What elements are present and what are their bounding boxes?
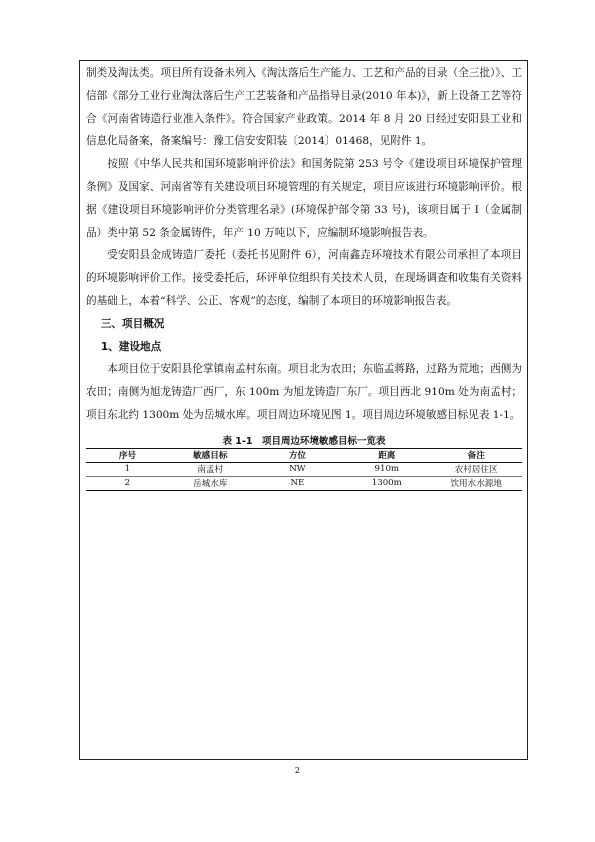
cell-direction: NW [252, 462, 344, 476]
cell-target: 岳城水库 [169, 476, 252, 490]
cell-remark: 农村居住区 [430, 462, 522, 476]
cell-target: 南孟村 [169, 462, 252, 476]
header-target: 敏感目标 [169, 448, 252, 462]
paragraph-policy: 制类及淘汰类。项目所有设备未列入《淘汰落后生产能力、工艺和产品的目录（全三批）》、工信部《部分工业行业淘汰落后生产工艺装备和产品指导目录(2010 年本)》，新上设备工艺等符合《河南省铸造行业准入条件》。符合国家产业政策。2014 年 8 月 20 日经过安阳县工业和信息化局备案，备案编号：豫工信安安阳装〔2014〕01468，见附件 1。 [86, 67, 522, 148]
section-title: 三、项目概况 [100, 317, 165, 330]
paragraph-eia-basis: 按照《中华人民共和国环境影响评价法》和国务院第 253 号令《建设项目环境保护管理条例》及国家、河南省等有关建设项目环境管理的有关规定，项目应该进行环境影响评价。根据《建设项目环境影响评价分类管理名录》(环境保护部令第 33 号)，该项目属于 I（金属制品）类中第 52 条金属铸件，年产 10 万吨以下，应编制环境影响报告表。 [86, 158, 522, 239]
cell-remark: 饮用水水源地 [430, 476, 522, 490]
cell-index: 1 [86, 462, 169, 476]
header-remark: 备注 [430, 448, 522, 462]
cell-index: 2 [86, 476, 169, 490]
sensitive-targets-table [86, 448, 522, 491]
header-direction: 方位 [252, 448, 344, 462]
table-row [86, 462, 522, 476]
table-caption: 表 1-1 项目周边环境敏感目标一览表 [222, 435, 386, 447]
cell-distance: 910m [343, 462, 430, 476]
paragraph-location: 本项目位于安阳县伦掌镇南孟村东南。项目北为农田；东临孟蒋路，过路为荒地；西侧为农田；南侧为旭龙铸造厂西厂，东 100m 为旭龙铸造厂东厂。项目西北 910m 处为南孟村；项目东北约 1300m 处为岳城水库。项目周边环境见图 1。项目周边环境敏感目标见表 1-1。 [86, 363, 522, 421]
header-index: 序号 [86, 448, 169, 462]
page-number: 2 [294, 766, 301, 776]
table-header-row [86, 448, 522, 462]
document-body [86, 62, 522, 491]
cell-distance: 1300m [343, 476, 430, 490]
header-distance: 距离 [343, 448, 430, 462]
subsection-title: 1、建设地点 [100, 340, 162, 353]
cell-direction: NE [252, 476, 344, 490]
table-row [86, 476, 522, 490]
paragraph-commission: 受安阳县金成铸造厂委托（委托书见附件 6），河南鑫垚环境技术有限公司承担了本项目的环境影响评价工作。接受委托后，环评单位组织有关技术人员，在现场调查和收集有关资料的基础上，本着“科学、公正、客观”的态度，编制了本项目的环境影响报告表。 [86, 249, 522, 307]
